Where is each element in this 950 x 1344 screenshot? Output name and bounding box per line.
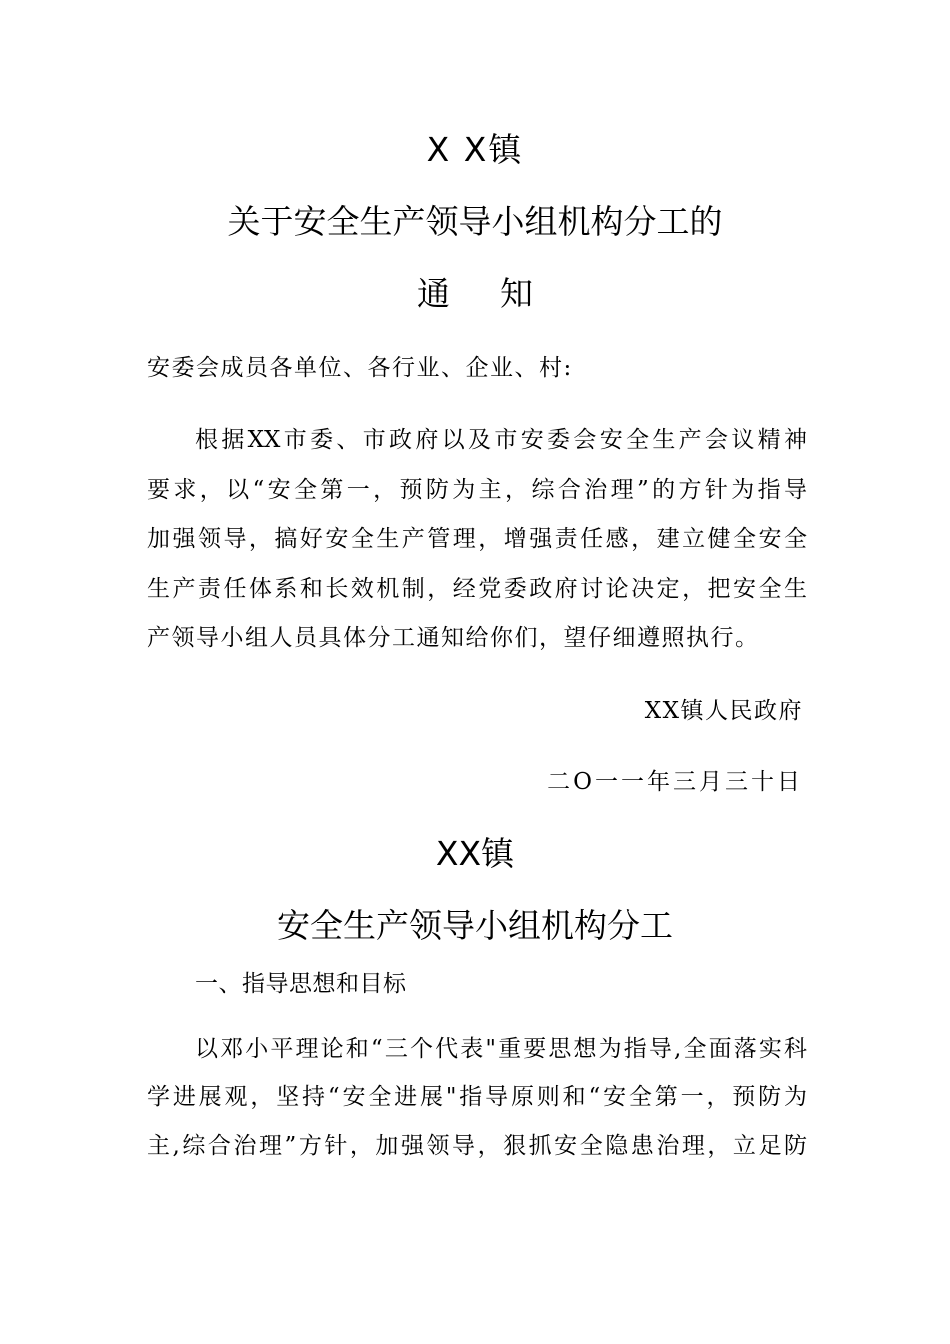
notice-salutation: 安委会成员各单位、各行业、企业、村: [147, 355, 573, 381]
section-body-line: 主,综合治理”方针，加强领导，狠抓安全隐患治理，立足防 [147, 1133, 807, 1159]
notice-body-line: 加强领导，搞好安全生产管理，增强责任感，建立健全安全 [147, 526, 807, 552]
notice-body-line: 生产责任体系和长效机制，经党委政府讨论决定，把安全生 [147, 576, 807, 602]
division-title-town: XX镇 [435, 834, 515, 873]
section-body-line: 以邓小平理论和“三个代表"重要思想为指导,全面落实科 [195, 1036, 807, 1062]
section-heading: 一、指导思想和目标 [195, 971, 407, 997]
notice-title-town: X X镇 [426, 130, 524, 169]
notice-date: 二O一一年三月三十日 [547, 769, 803, 795]
notice-body-line: 根据XX市委、市政府以及市安委会安全生产会议精神 [195, 427, 807, 453]
notice-body-line: 要求，以“安全第一，预防为主，综合治理”的方针为指导 [147, 477, 807, 503]
notice-title-subject: 关于安全生产领导小组机构分工的 [227, 202, 723, 241]
notice-title-notice: 通知 [417, 274, 583, 313]
notice-body-line: 产领导小组人员具体分工通知给你们，望仔细遵照执行。 [147, 625, 760, 651]
section-body-line: 学进展观，坚持“安全进展"指导原则和“安全第一，预防为 [147, 1084, 807, 1110]
notice-signature: XX镇人民政府 [644, 698, 803, 724]
division-title-subject: 安全生产领导小组机构分工 [277, 906, 673, 945]
